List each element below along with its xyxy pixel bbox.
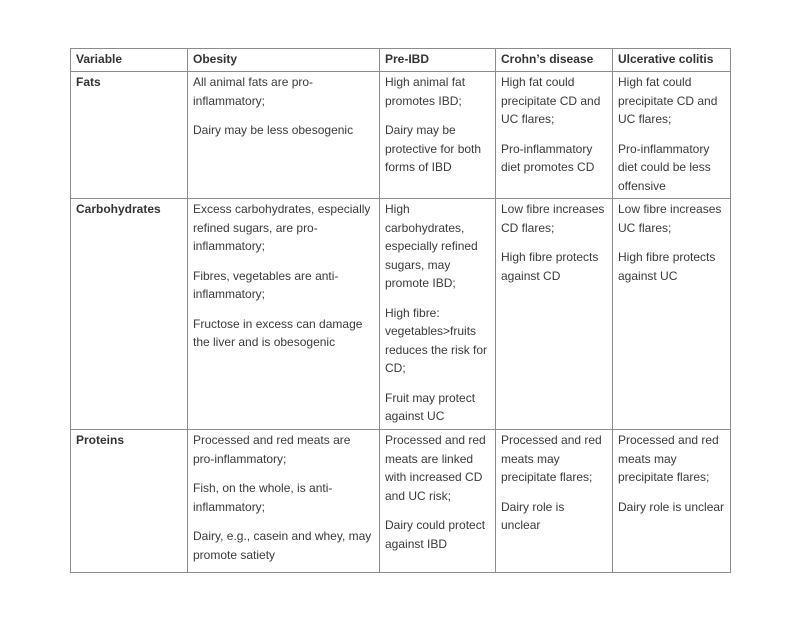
- cell-obesity: [188, 72, 380, 199]
- cell-crohns: [496, 199, 613, 430]
- table-row-proteins: [71, 430, 731, 573]
- row-label: Proteins: [71, 430, 188, 573]
- header-pre-ibd: Pre-IBD: [380, 49, 496, 72]
- cell-text: Dairy role is unclear: [501, 499, 565, 532]
- header-row: [71, 49, 731, 72]
- cell-text: Excess carbohydrates, especially refined sugars, are pro-inflammatory;: [193, 202, 371, 253]
- cell-text: Dairy role is unclear: [618, 499, 725, 514]
- cell-obesity: [188, 430, 380, 573]
- header-crohns-disease: Crohn’s disease: [496, 49, 613, 72]
- row-label: Carbohydrates: [71, 199, 188, 430]
- cell-text: High fat could precipitate CD and UC flares;: [501, 75, 601, 126]
- cell-text: Processed and red meats may precipitate flares;: [618, 433, 719, 484]
- cell-text: Dairy, e.g., casein and whey, may promote satiety: [193, 529, 372, 562]
- cell-text: Fructose in excess can damage the liver and is obesogenic: [193, 316, 363, 349]
- cell-text: Processed and red meats may precipitate flares;: [501, 433, 602, 484]
- cell-text: Fruit may protect against UC: [385, 390, 476, 423]
- header-obesity: Obesity: [188, 49, 380, 72]
- diet-ibd-table: [70, 48, 731, 573]
- cell-pre-ibd: [380, 199, 496, 430]
- header-variable: Variable: [71, 49, 188, 72]
- cell-pre-ibd: [380, 72, 496, 199]
- cell-ulcerative-colitis: [613, 199, 731, 430]
- cell-text: Dairy could protect against IBD: [385, 518, 486, 551]
- row-label: Fats: [71, 72, 188, 199]
- table-row-carbohydrates: [71, 199, 731, 430]
- cell-text: Fish, on the whole, is anti-inflammatory;: [193, 481, 333, 514]
- cell-text: Pro-inflammatory diet could be less offensive: [618, 141, 711, 193]
- cell-text: Pro-inflammatory diet promotes CD: [501, 141, 595, 174]
- cell-text: Dairy may be protective for both forms of IBD: [385, 123, 482, 174]
- table-row-fats: [71, 72, 731, 199]
- cell-text: Dairy may be less obesogenic: [193, 123, 354, 137]
- cell-text: Processed and red meats are pro-inflammatory;: [193, 433, 351, 466]
- cell-text: High fibre: vegetables>fruits reduces the risk for CD;: [385, 305, 488, 375]
- cell-text: High fibre protects against CD: [501, 250, 599, 283]
- cell-pre-ibd: [380, 430, 496, 573]
- cell-text: Low fibre increases UC flares;: [618, 202, 722, 235]
- cell-text: Fibres, vegetables are anti-inflammatory;: [193, 268, 339, 301]
- cell-text: Low fibre increases CD flares;: [501, 202, 605, 235]
- cell-text: High animal fat promotes IBD;: [385, 75, 466, 108]
- cell-text: Processed and red meats are linked with increased CD and UC risk;: [385, 433, 486, 503]
- cell-text: High carbohydrates, especially refined sugars, may promote IBD;: [385, 202, 478, 290]
- cell-text: All animal fats are pro-inflammatory;: [193, 75, 314, 108]
- cell-text: High fat could precipitate CD and UC flares;: [618, 75, 718, 126]
- cell-obesity: [188, 199, 380, 430]
- cell-ulcerative-colitis: [613, 430, 731, 573]
- header-ulcerative-colitis: Ulcerative colitis: [613, 49, 731, 72]
- cell-crohns: [496, 72, 613, 199]
- cell-text: High fibre protects against UC: [618, 250, 716, 283]
- cell-crohns: [496, 430, 613, 573]
- cell-ulcerative-colitis: [613, 72, 731, 199]
